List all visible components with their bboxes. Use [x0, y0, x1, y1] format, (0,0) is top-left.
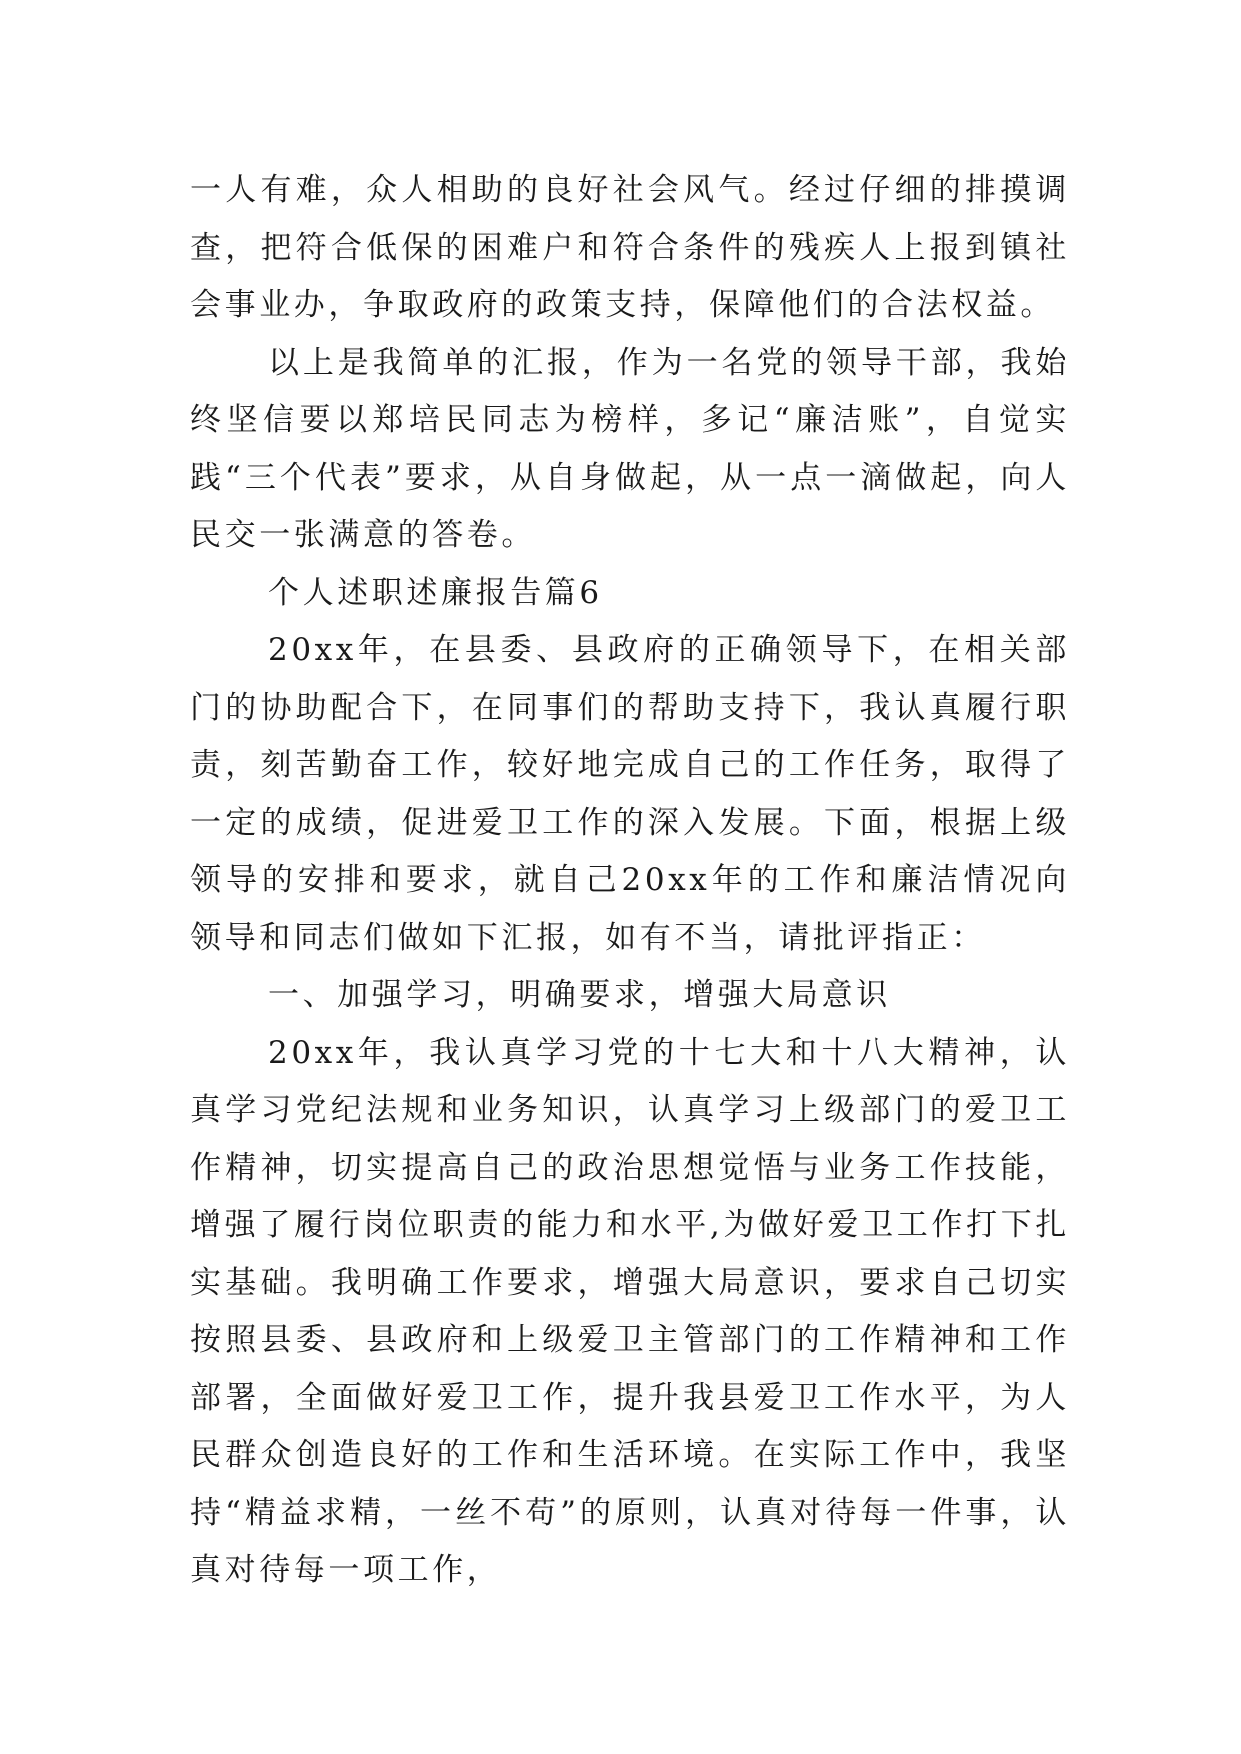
paragraph-2: 以上是我简单的汇报，作为一名党的领导干部，我始终坚信要以郑培民同志为榜样，多记“廉洁账”，自觉实践“三个代表”要求，从自身做起，从一点一滴做起，向人民交一张满意的答卷。: [190, 344, 1070, 553]
subsection-heading-1: 一、加强学习，明确要求，增强大局意识: [268, 977, 891, 1013]
section-heading-report-6: 个人述职述廉报告篇6: [268, 574, 603, 611]
paragraph-1: 一人有难，众人相助的良好社会风气。经过仔细的排摸调查，把符合低保的困难户和符合条件的残疾人上报到镇社会事业办，争取政府的政策支持，保障他们的合法权益。: [190, 172, 1070, 323]
paragraph-3: 20xx年，在县委、县政府的正确领导下，在相关部门的协助配合下，在同事们的帮助支持下，我认真履行职责，刻苦勤奋工作，较好地完成自己的工作任务，取得了一定的成绩，促进爱卫工作的深入发展。下面，根据上级领导的安排和要求，就自己20xx年的工作和廉洁情况向领导和同志们做如下汇报，如有不当，请批评指正：: [190, 632, 1070, 956]
document-body: [190, 162, 1070, 1600]
paragraph-4: 20xx年，我认真学习党的十七大和十八大精神，认真学习党纪法规和业务知识，认真学习上级部门的爱卫工作精神，切实提高自己的政治思想觉悟与业务工作技能，增强了履行岗位职责的能力和水平,为做好爱卫工作打下扎实基础。我明确工作要求，增强大局意识，要求自己切实按照县委、县政府和上级爱卫主管部门的工作精神和工作部署，全面做好爱卫工作，提升我县爱卫工作水平，为人民群众创造良好的工作和生活环境。在实际工作中，我坚持“精益求精，一丝不苟”的原则，认真对待每一件事，认真对待每一项工作，: [190, 1034, 1070, 1588]
